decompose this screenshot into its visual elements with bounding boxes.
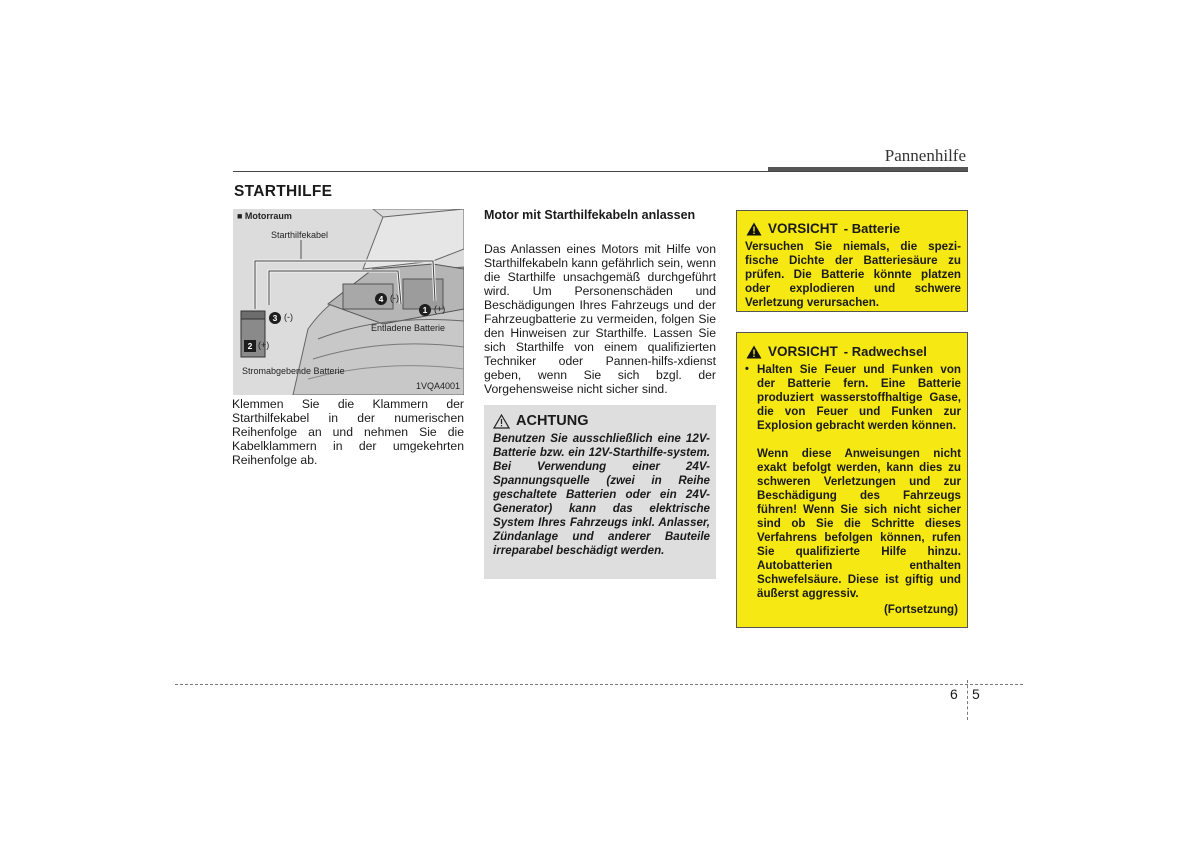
warning-battery-box — [736, 210, 968, 312]
engine-bay-figure — [233, 209, 464, 395]
caution-box — [484, 405, 716, 579]
warning-battery-subtitle: - Batterie — [843, 221, 901, 236]
warning-triangle-icon — [493, 414, 510, 429]
footer-divider — [967, 680, 968, 720]
figure-caption: ■ Motorraum — [237, 211, 292, 221]
label-starthilfekabel: Starthilfekabel — [271, 230, 329, 240]
marker-1-sign: (+) — [434, 304, 446, 314]
chapter-title: Pannenhilfe — [884, 146, 966, 165]
caution-title: ACHTUNG — [516, 413, 589, 429]
section-title: STARTHILFE — [234, 183, 333, 200]
warning-wheel-change-para2: Wenn diese Anweisungen nicht exakt befolgt werden, kann dies zu schweren Verletzungen und zur Beschädigung des Fahrzeugs führen! Wenn Sie sich nicht sicher sind ob Sie die Schritte dieses Verfahrens befolgen können, rufen Sie qualifizierte Hilfe hinzu. Autobatterien enthalten Schwefelsäure. Diese ist giftig und äußerst aggressiv. — [757, 447, 961, 600]
warning-battery-title: VORSICHT — [768, 221, 838, 236]
continuation-note: (Fortsetzung) — [883, 603, 958, 616]
bullet-marker: • — [745, 363, 749, 375]
subsection-heading: Motor mit Starthilfekabeln anlassen — [484, 208, 696, 222]
warning-wheel-change-header — [746, 344, 927, 359]
label-entladene-batterie: Entladene Batterie — [371, 323, 446, 333]
page-chapter-number: 6 — [950, 686, 958, 702]
caution-header — [493, 413, 589, 429]
marker-1: 1 — [419, 304, 431, 316]
marker-3: 3 — [269, 312, 281, 324]
warning-wheel-change-box — [736, 332, 968, 628]
warning-triangle-icon — [746, 345, 762, 359]
figure-instruction-text: Klemmen Sie die Klammern der Starthilfekabel in der numerischen Reihenfolge an und nehmen Sie die Kabelklammern in der umgekehrten Reihenfolge ab. — [232, 397, 464, 467]
warning-battery-text: Versuchen Sie niemals, die spezi-fische Dichte der Batteriesäure zu prüfen. Die Batterie könnte platzen oder explodieren und schwere Verletzung verursachen. — [745, 240, 961, 309]
warning-battery-header — [746, 221, 900, 236]
marker-2-sign: (+) — [258, 340, 270, 350]
page-number: 5 — [972, 686, 980, 702]
warning-wheel-change-para1: Halten Sie Feuer und Funken von der Batterie fern. Eine Batterie produziert wasserstoffhaltige Gase, die von Feuer und Funken zur Explosion gebracht werden können. — [757, 363, 961, 432]
caution-text: Benutzen Sie ausschließlich eine 12V-Batterie bzw. ein 12V-Starthilfe-system. Bei Verwendung einer 24V-Spannungsquelle (zwei in Reihe geschaltete Batterien oder ein 24V-Generator) kann das elektrische System Ihres Fahrzeugs inkl. Anlasser, Zündanlage und anderer Bauteile irreparabel beschädigt werden. — [493, 432, 710, 557]
marker-2: 2 — [244, 340, 256, 352]
subsection-body: Das Anlassen eines Motors mit Hilfe von Starthilfekabeln kann gefährlich sein, wenn die Starthilfe unsachgemäß durchgeführt wird. Um Personenschäden und Beschädigungen Ihres Fahrzeugs und der Fahrzeugbatterie zu vermeiden, folgen Sie den Hinweisen zur Starthilfe. Lassen Sie sich Starthilfe von einem qualifizierten Techniker oder Pannen-hilfs-xdienst geben, wenn Sie sich bzgl. der Vorgehensweise nicht sicher sind. — [484, 242, 716, 396]
label-stromabgebende-batterie: Stromabgebende Batterie — [242, 366, 345, 376]
marker-4-sign: (-) — [390, 293, 399, 303]
header-rule — [233, 171, 968, 172]
warning-triangle-icon — [746, 222, 762, 236]
figure-code: 1VQA4001 — [416, 381, 461, 391]
warning-wheel-change-subtitle: - Radwechsel — [843, 344, 927, 359]
footer-rule — [175, 684, 1023, 685]
marker-4: 4 — [375, 293, 387, 305]
marker-3-sign: (-) — [284, 312, 293, 322]
warning-wheel-change-title: VORSICHT — [768, 344, 838, 359]
